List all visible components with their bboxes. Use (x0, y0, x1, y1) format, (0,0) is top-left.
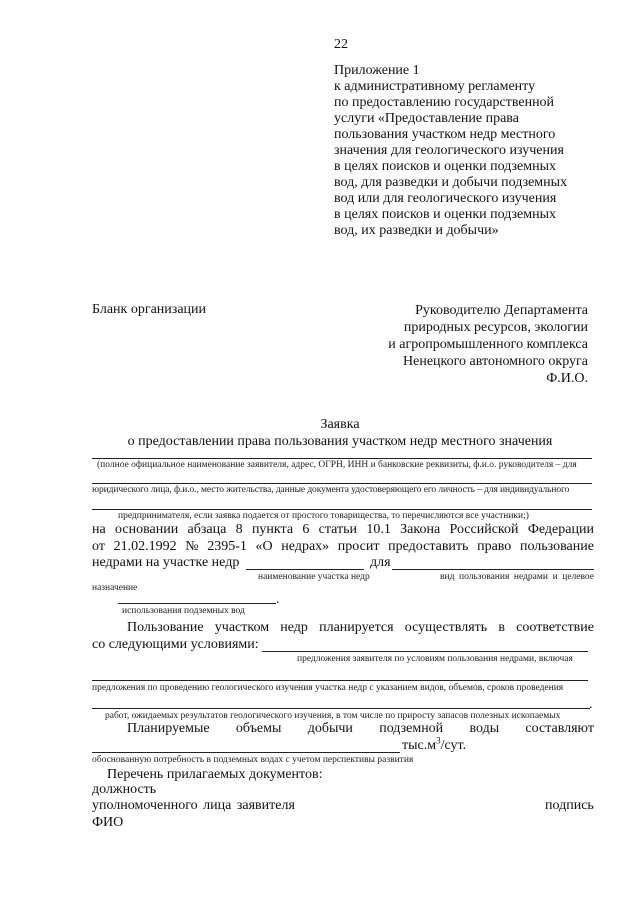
basis-line-3-for: для (370, 555, 391, 570)
applicant-hint-1: (полное официальное наименование заявителя, адрес, ОГРН, ИНН и банковские реквизиты, ф.и.о. руководителя – для (97, 460, 577, 470)
signature-label: подпись (545, 798, 594, 813)
conditions-hint-3: работ, ожидаемых результатов геологического изучения, в том числе по приросту запасов полезных ископаемых (105, 711, 561, 721)
conditions-hint-2: предложения по проведению геологического изучения участка недр с указанием видов, объемов, сроков проведения (92, 683, 564, 693)
form-title: Заявка (320, 417, 360, 432)
conditions-period: . (589, 697, 593, 712)
use-type-hint: вид пользования недрами и целевое (440, 572, 594, 582)
conditions-line-1: Пользование участком недр планируется осуществлять в соответствие (127, 620, 594, 635)
appendix-line: пользования участком недр местного (334, 127, 556, 142)
fio-label: ФИО (92, 815, 124, 830)
organization-blank-label: Бланк организации (92, 302, 207, 317)
recipient-line: и агропромышленного комплекса (388, 337, 588, 352)
conditions-field-3[interactable] (92, 708, 590, 709)
conditions-field-2[interactable] (92, 680, 588, 681)
site-name-hint: наименование участка недр (258, 572, 370, 582)
conditions-line-2: со следующими условиями: (92, 637, 259, 652)
form-subtitle: о предоставлении права пользования участком недр местного значения (127, 434, 553, 449)
conditions-hint-1: предложения заявителя по условиям пользования недрами, включая (297, 654, 573, 664)
purpose-field[interactable] (118, 603, 276, 604)
volumes-field[interactable] (92, 752, 400, 753)
volumes-unit: $тыс.м^3$/сут. (402, 735, 467, 753)
appendix-line: вод, их разведки и добычи» (334, 223, 499, 238)
applicant-line-1[interactable] (92, 458, 592, 459)
recipient-line: природных ресурсов, экологии (403, 320, 588, 335)
appendix-line: вод, для разведки и добычи подземных (334, 175, 568, 190)
recipient-line: Ф.И.О. (546, 371, 588, 386)
volumes-line-1: Планируемые объемы добычи подземной воды составляют (127, 721, 594, 736)
basis-line-1: на основании абзаца 8 пункта 6 статьи 10.1 Закона Российской Федерации (92, 522, 594, 537)
purpose-hint-end: использования подземных вод (122, 606, 245, 616)
applicant-line-3[interactable] (92, 509, 592, 510)
basis-line-2: от 21.02.1992 № 2395-1 «О недрах» просит предоставить право пользование (92, 539, 594, 554)
applicant-hint-2: юридического лица, ф.и.о., место жительства, данные документа удостоверяющего его личность – для индивидуального (92, 485, 570, 495)
purpose-period: . (276, 592, 280, 607)
appendix-line: вод или для геологического изучения (334, 191, 557, 206)
appendix-line: в целях поисков и оценки подземных (334, 159, 557, 174)
applicant-hint-3: предпринимателя, если заявка подается от простого товарищества, то перечисляются все участники;) (118, 511, 529, 521)
position-label: должность (92, 782, 157, 797)
recipient-block (268, 302, 588, 387)
recipient-line: Ненецкого автономного округа (403, 354, 588, 369)
appendix-line: услуги «Предоставление права (334, 111, 519, 126)
appendix-line: к административному регламенту (334, 79, 536, 94)
recipient-line: Руководителю Департамента (415, 303, 588, 318)
site-name-field[interactable] (246, 569, 364, 570)
appendix-line: в целях поисков и оценки подземных (334, 207, 557, 222)
use-type-field[interactable] (392, 569, 594, 570)
volumes-hint: обоснованную потребность в подземных водах с учетом перспективы развития (92, 755, 414, 765)
appendix-line: значения для геологического изучения (334, 143, 564, 158)
appendix-line: Приложение 1 (334, 63, 420, 78)
appendix-line: по предоставлению государственной (334, 95, 555, 110)
authorized-person-label: уполномоченного лица заявителя (92, 798, 295, 813)
page-number: 22 (334, 37, 348, 52)
basis-line-3-start: недрами на участке недр (92, 555, 240, 570)
appendix-block (334, 63, 567, 239)
applicant-line-2[interactable] (92, 483, 592, 484)
attachments-label: Перечень прилагаемых документов: (107, 767, 323, 782)
purpose-hint: назначение (92, 583, 138, 593)
conditions-field-1[interactable] (262, 651, 588, 652)
